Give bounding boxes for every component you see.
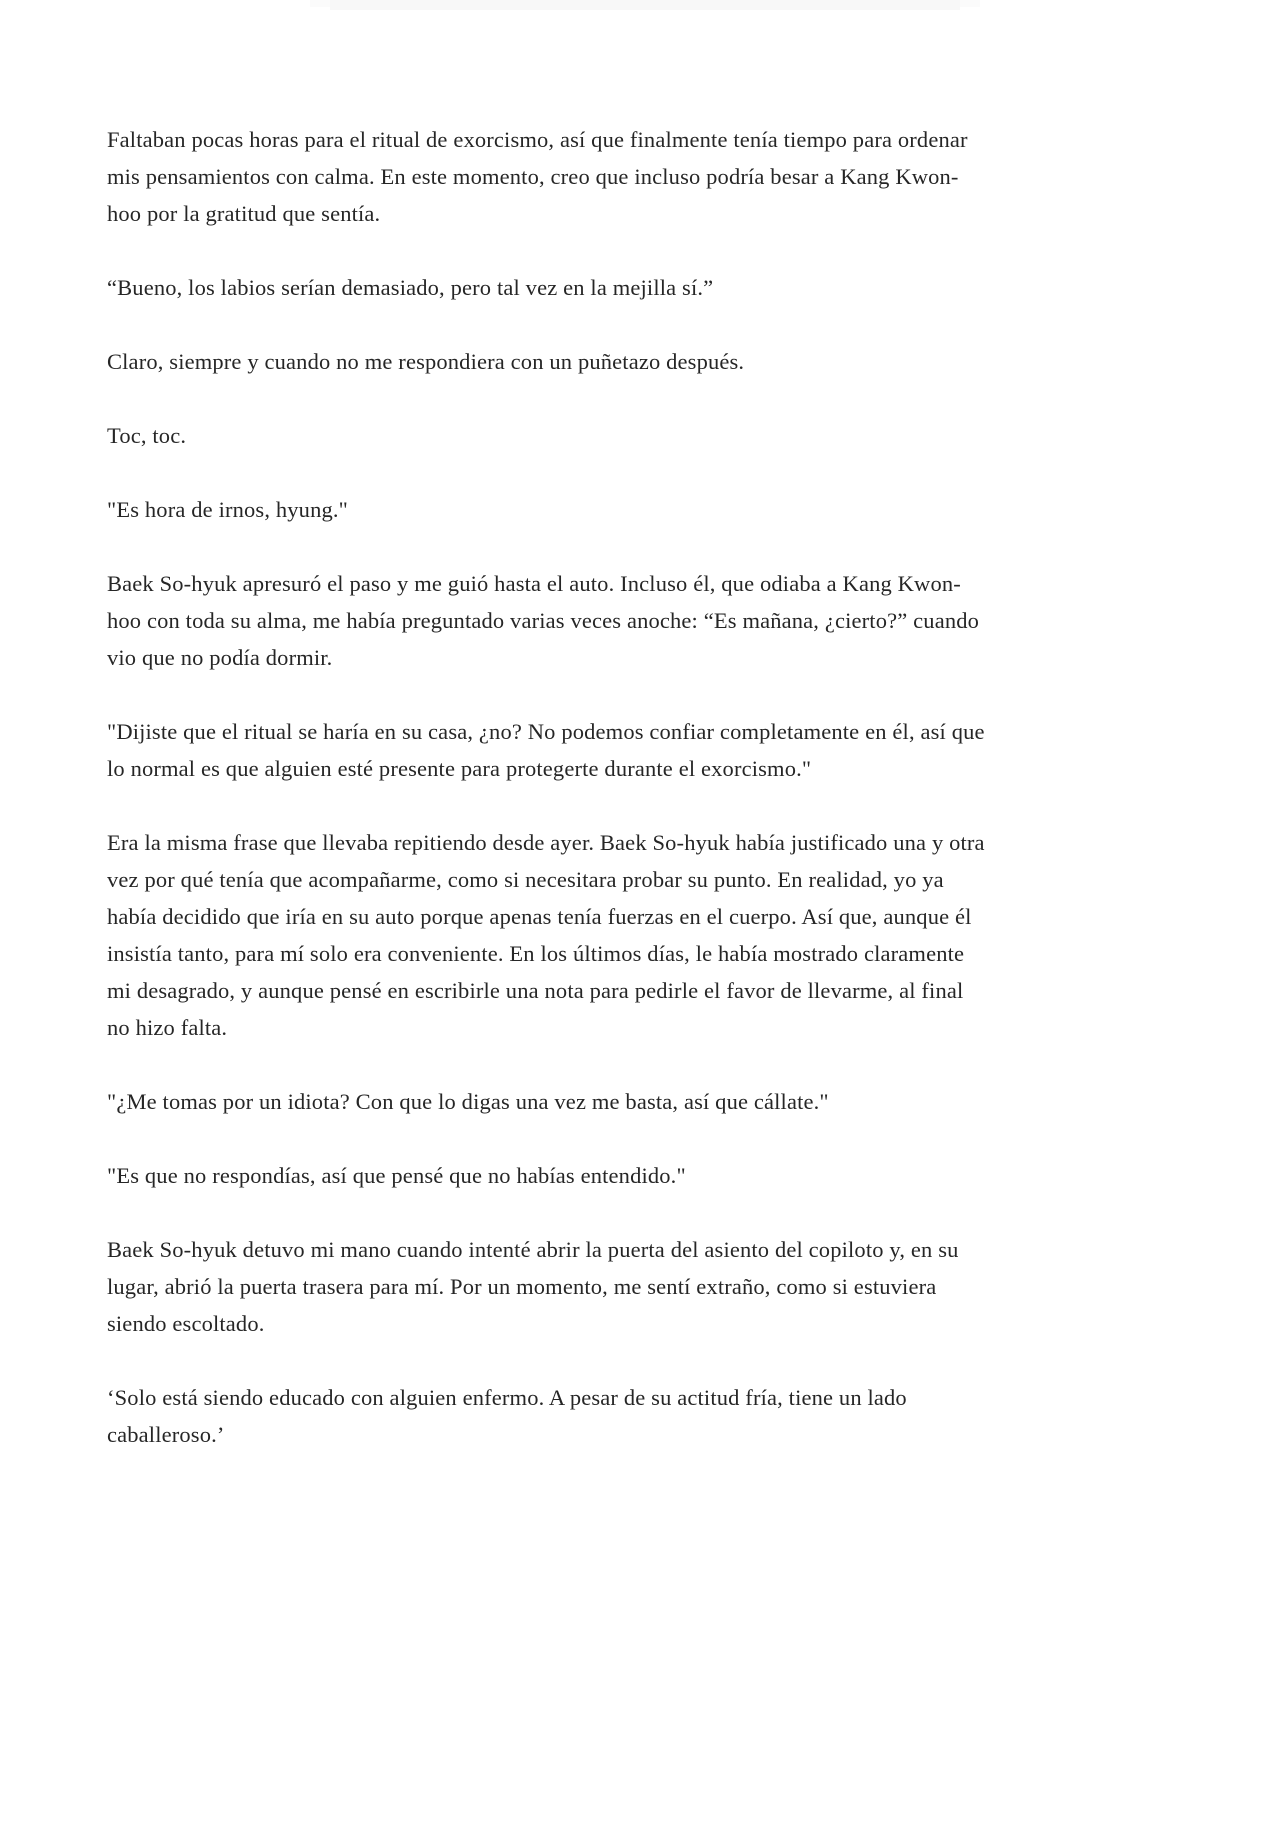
paragraph: "Dijiste que el ritual se haría en su casa, ¿no? No podemos confiar completamente en él, así que lo normal es que alguien esté presente para protegerte durante el exorcismo.": [107, 719, 985, 781]
paragraph: Era la misma frase que llevaba repitiendo desde ayer. Baek So-hyuk había justificado una y otra vez por qué tenía que acompañarme, como si necesitara probar su punto. En realidad, yo ya había decidido que iría en su auto porque apenas tenía fuerzas en el cuerpo. Así que, aunque él insistía tanto, para mí solo era conveniente. En los últimos días, le había mostrado claramente mi desagrado, y aunque pensé en escribirle una nota para pedirle el favor de llevarme, al final no hizo falta.: [107, 830, 985, 1040]
document-body: [107, 121, 987, 1490]
paragraph: Baek So-hyuk apresuró el paso y me guió hasta el auto. Incluso él, que odiaba a Kang Kwon-hoo con toda su alma, me había preguntado varias veces anoche: “Es mañana, ¿cierto?” cuando vio que no podía dormir.: [107, 571, 980, 670]
paragraph: Toc, toc.: [107, 423, 187, 448]
paragraph: Claro, siempre y cuando no me respondiera con un puñetazo después.: [107, 349, 745, 374]
paragraph: "Es que no respondías, así que pensé que no habías entendido.": [107, 1163, 686, 1188]
paragraph: Baek So-hyuk detuvo mi mano cuando intenté abrir la puerta del asiento del copiloto y, en su lugar, abrió la puerta trasera para mí. Por un momento, me sentí extraño, como si estuviera siendo escoltado.: [107, 1237, 959, 1336]
paragraph: Faltaban pocas horas para el ritual de exorcismo, así que finalmente tenía tiempo para ordenar mis pensamientos con calma. En este momento, creo que incluso podría besar a Kang Kwon-hoo por la gratitud que sentía.: [107, 127, 968, 226]
paragraph: "Es hora de irnos, hyung.": [107, 497, 348, 522]
paragraph: ‘Solo está siendo educado con alguien enfermo. A pesar de su actitud fría, tiene un lado caballeroso.’: [107, 1385, 907, 1447]
paragraph: "¿Me tomas por un idiota? Con que lo digas una vez me basta, así que cállate.": [107, 1089, 829, 1114]
paragraph: “Bueno, los labios serían demasiado, pero tal vez en la mejilla sí.”: [107, 275, 714, 300]
top-edge-shadow: [330, 0, 960, 10]
